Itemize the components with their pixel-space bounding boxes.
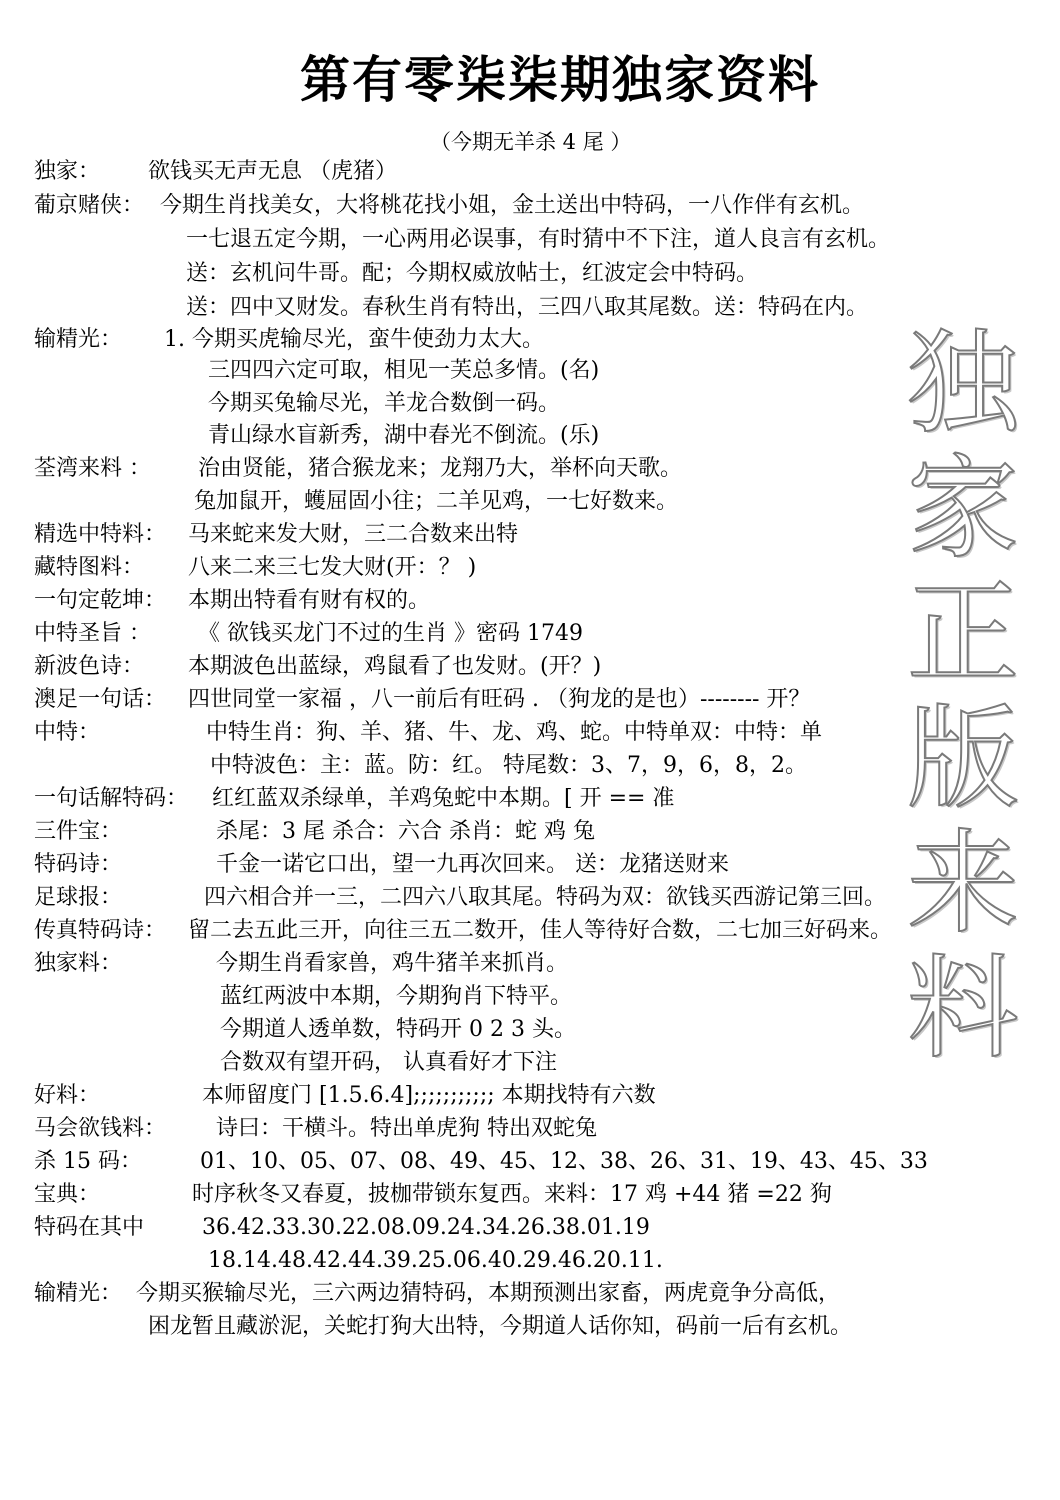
item-text: 合数双有望开码， 认真看好才下注 (220, 1050, 557, 1075)
watermark-char: 版 (907, 694, 1019, 824)
watermark-char: 正 (907, 569, 1019, 699)
item-text: 本期出特看有财有权的。 (188, 588, 431, 613)
item-label: 澳足一句话： (34, 687, 167, 712)
item-label: 藏特图料： (34, 555, 145, 580)
item-text: 《 欲钱买龙门不过的生肖 》密码 1749 (198, 621, 583, 646)
item-text: 本师留度门 [1.5.6.4];;;;;;;;;;; 本期找特有六数 (202, 1083, 656, 1108)
item-label: 特码诗： (34, 852, 123, 877)
item-label: 三件宝： (34, 819, 123, 844)
item-text: 八来二来三七发大财(开：？ ) (188, 555, 477, 580)
item-label: 宝典： (34, 1182, 101, 1207)
item-text: 青山绿水盲新秀，湖中春光不倒流。(乐) (208, 423, 600, 448)
item-label: 输精光： (34, 327, 123, 352)
item-text: 欲钱买无声无息 （虎猪） (148, 159, 397, 184)
item-text: 四世同堂一家福 ，八一前后有旺码 . （狗龙的是也）-------- 开？ (188, 687, 811, 712)
item-label: 好料： (34, 1083, 101, 1108)
watermark-char: 家 (907, 444, 1019, 574)
item-text: 01、10、05、07、08、49、45、12、38、26、31、19、43、45、33 (200, 1149, 928, 1174)
item-label: 新波色诗： (34, 654, 145, 679)
item-text: 中特波色：主：蓝。防：红。 特尾数：3、7，9，6，8，2。 (210, 753, 807, 778)
item-text: 时序秋冬又春夏，披枷带锁东复西。来料：17 鸡 +44 猪 =22 狗 (192, 1182, 832, 1207)
item-text: 困龙暂且藏淤泥，关蛇打狗大出特，今期道人话你知，码前一后有玄机。 (148, 1314, 853, 1339)
item-text: 一七退五定今期，一心两用必误事，有时猜中不下注，道人良言有玄机。 (186, 227, 891, 252)
watermark-char: 料 (907, 944, 1019, 1074)
item-text: 三四四六定可取，相见一芙总多情。(名) (208, 358, 600, 383)
item-text: 18.14.48.42.44.39.25.06.40.29.46.20.11. (208, 1248, 663, 1273)
item-label: 葡京赌侠： (34, 193, 145, 218)
item-label: 中特圣旨 ： (34, 621, 151, 646)
item-label: 足球报： (34, 885, 123, 910)
item-text: 诗曰：干横斗。特出单虎狗 特出双蛇兔 (216, 1116, 597, 1141)
item-label: 输精光： (34, 1281, 123, 1306)
item-text: 马来蛇来发大财，三二合数来出特 (188, 522, 519, 547)
item-text: 本期波色出蓝绿，鸡鼠看了也发财。(开？) (188, 654, 602, 679)
item-label: 精选中特料： (34, 522, 167, 547)
page-subtitle: （今期无羊杀 4 尾 ） (430, 130, 632, 154)
item-label: 一句话解特码： (34, 786, 189, 811)
item-text: 今期生肖找美女，大将桃花找小姐，金土送出中特码，一八作伴有玄机。 (160, 193, 865, 218)
item-label: 特码在其中 (34, 1215, 145, 1240)
item-text: 今期道人透单数，特码开 0 2 3 头。 (220, 1017, 576, 1042)
page-title: 第有零柒柒期独家资料 (300, 50, 820, 109)
item-text: 杀尾：3 尾 杀合：六合 杀肖：蛇 鸡 兔 (216, 819, 595, 844)
item-text: 兔加鼠开，蠖屈固小往；二羊见鸡，一七好数来。 (194, 489, 679, 514)
item-label: 独家料： (34, 951, 123, 976)
item-text: 千金一诺它口出，望一九再次回来。 送：龙猪送财来 (216, 852, 729, 877)
item-text: 治由贤能，猪合猴龙来；龙翔乃大，举杯向天歌。 (198, 456, 683, 481)
item-text: 四六相合并一三，二四六八取其尾。特码为双：欲钱买西游记第三回。 (204, 885, 887, 910)
item-label: 杀 15 码： (34, 1149, 142, 1174)
item-text: 今期生肖看家兽，鸡牛猪羊来抓肖。 (216, 951, 569, 976)
item-text: 留二去五此三开，向往三五二数开，佳人等待好合数，二七加三好码来。 (188, 918, 893, 943)
watermark-char: 来 (907, 819, 1019, 949)
item-text: 今期买猴输尽光，三六两边猜特码，本期预测出家畜，两虎竟争分高低， (136, 1281, 841, 1306)
item-text: 送：四中又财发。春秋生肖有特出，三四八取其尾数。送：特码在内。 (186, 295, 869, 320)
item-text: 36.42.33.30.22.08.09.24.34.26.38.01.19 (202, 1215, 650, 1240)
item-text: 今期买兔输尽光，羊龙合数倒一码。 (208, 391, 561, 416)
item-label: 独家： (34, 159, 101, 184)
item-label: 传真特码诗： (34, 918, 167, 943)
item-text: 蓝红两波中本期，今期狗肖下特平。 (220, 984, 573, 1009)
item-label: 一句定乾坤： (34, 588, 167, 613)
item-label: 荃湾来料 ： (34, 456, 151, 481)
item-label: 中特： (34, 720, 101, 745)
item-text: 送：玄机问牛哥。配；今期权威放帖士，红波定会中特码。 (186, 261, 759, 286)
item-text: 中特生肖：狗、羊、猪、牛、龙、鸡、蛇。中特单双：中特：单 (206, 720, 823, 745)
watermark-char: 独 (907, 319, 1019, 449)
item-label: 马会欲钱料： (34, 1116, 167, 1141)
item-text: 1. 今期买虎输尽光，蛮牛使劲力太大。 (164, 327, 544, 352)
watermark (898, 319, 1028, 1074)
item-text: 红红蓝双杀绿单，羊鸡兔蛇中本期。[ 开 == 准 (212, 786, 675, 811)
